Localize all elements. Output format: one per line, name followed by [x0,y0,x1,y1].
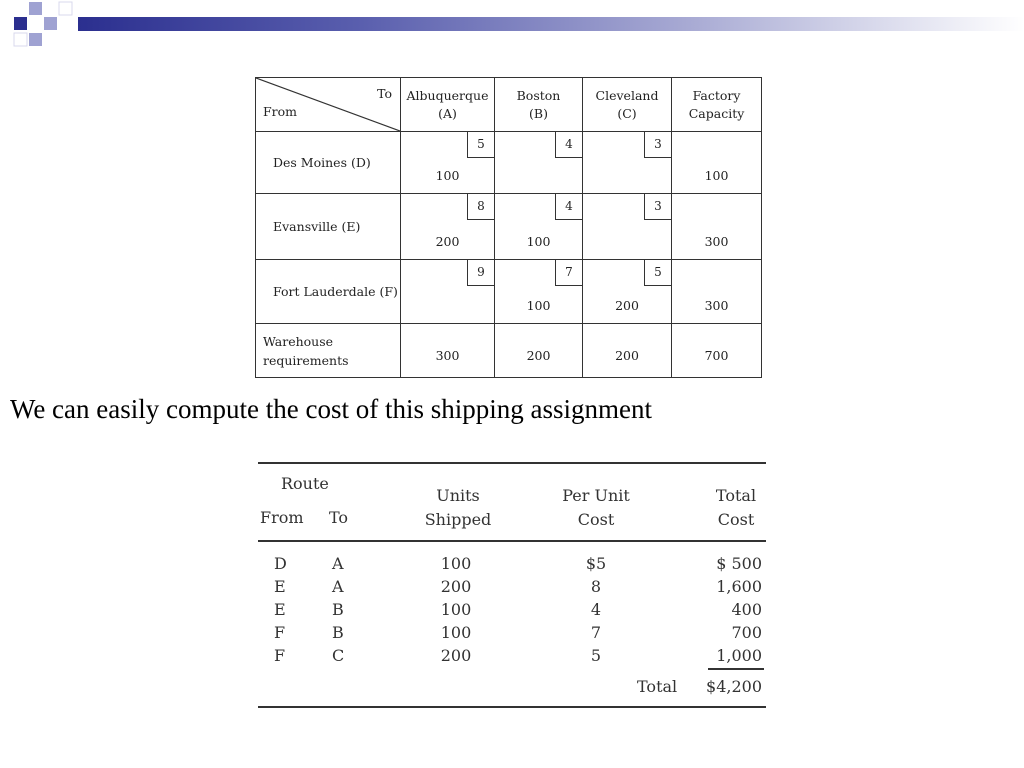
table-row-requirements [256,324,762,378]
requirement-total: 700 [672,324,762,378]
to-header: To [329,508,349,527]
table-rule [258,462,766,464]
route-from: F [274,646,286,665]
dest-header-boston [495,78,583,132]
allocation-value: 200 [615,298,639,313]
units-shipped: 200 [440,577,472,596]
corner-from-label: From [263,104,298,119]
dest-header-albuquerque [401,78,495,132]
route-total-cost: 1,600 [716,577,762,596]
route-cell [495,194,583,260]
requirement-value: 200 [495,324,583,378]
capacity-value: 300 [704,234,729,249]
row-label: Des Moines (D) [256,132,401,194]
route-cell [495,260,583,324]
table-rule [258,706,766,708]
route-header: Route [281,474,329,493]
route-to: C [332,646,345,665]
subtotal-rule [708,668,764,670]
route-from: E [274,577,286,596]
route-cell [583,132,672,194]
dest-code: (A) [438,105,457,121]
unit-cost: $5 [585,554,607,573]
slide-logo [0,0,80,64]
transportation-table [255,77,762,378]
capacity-value: 100 [704,168,729,183]
total-value: $4,200 [706,677,762,696]
unit-cost-box: 3 [644,131,672,158]
route-to: A [332,554,344,573]
dest-name: Cleveland [595,87,659,103]
units-shipped: 100 [440,600,472,619]
table-row [258,646,766,669]
total-label: Total [637,677,678,696]
route-total-cost: 1,000 [716,646,762,665]
total-cost-header: Total Cost [715,486,757,529]
units-shipped: 200 [440,646,472,665]
corner-cell [256,78,401,132]
route-to: B [332,623,344,642]
units-shipped: 100 [440,554,472,573]
route-cell [401,194,495,260]
route-cell [495,132,583,194]
allocation-value: 200 [435,234,460,249]
unit-cost-box: 4 [555,131,583,158]
capacity-cell [672,260,762,324]
units-header: Units Shipped [424,486,492,529]
per-unit-header: Per Unit Cost [562,486,630,529]
table-row [258,600,766,623]
unit-cost: 4 [590,600,602,619]
unit-cost: 7 [590,623,602,642]
route-from: F [274,623,286,642]
unit-cost-box: 5 [467,131,495,158]
unit-cost-box: 9 [467,259,495,286]
unit-cost: 8 [590,577,602,596]
allocation-value: 100 [435,168,460,183]
allocation-value: 100 [526,234,551,249]
dest-name: Boston [516,87,561,103]
table-row-fort-lauderdale [256,260,762,324]
route-cell [583,260,672,324]
cost-table [258,462,766,710]
dest-header-cleveland [583,78,672,132]
unit-cost-box: 4 [555,193,583,220]
route-total-cost: $ 500 [716,554,762,573]
header-gradient-bar [78,17,1024,31]
route-to: B [332,600,344,619]
route-cell [583,194,672,260]
unit-cost-box: 7 [555,259,583,286]
from-header: From [260,508,304,527]
capacity-cell [672,194,762,260]
table-rule [258,540,766,542]
requirement-value: 200 [583,324,672,378]
capacity-cell [672,132,762,194]
table-row-evansville [256,194,762,260]
route-cell [401,132,495,194]
unit-cost-box: 3 [644,193,672,220]
row-label: Fort Lauderdale (F) [256,260,401,324]
capacity-value: 300 [704,298,729,313]
capacity-header: Factory Capacity [672,78,762,132]
dest-code: (C) [617,105,637,121]
route-cell [401,260,495,324]
table-row [258,577,766,600]
dest-name: Albuquerque [406,87,489,103]
unit-cost-box: 8 [467,193,495,220]
route-from: E [274,600,286,619]
slide-caption: We can easily compute the cost of this shipping assignment [10,394,652,424]
units-shipped: 100 [440,623,472,642]
table-row-des-moines [256,132,762,194]
unit-cost: 5 [590,646,602,665]
allocation-value: 100 [526,298,551,313]
corner-to-label: To [377,86,392,101]
route-to: A [332,577,344,596]
unit-cost-box: 5 [644,259,672,286]
row-label: Evansville (E) [256,194,401,260]
route-from: D [274,554,287,573]
route-total-cost: 400 [731,600,762,619]
requirements-label: Warehouse requirements [256,324,401,378]
table-row [258,554,766,577]
requirement-value: 300 [401,324,495,378]
table-row [258,623,766,646]
route-total-cost: 700 [731,623,762,642]
dest-code: (B) [529,105,548,121]
